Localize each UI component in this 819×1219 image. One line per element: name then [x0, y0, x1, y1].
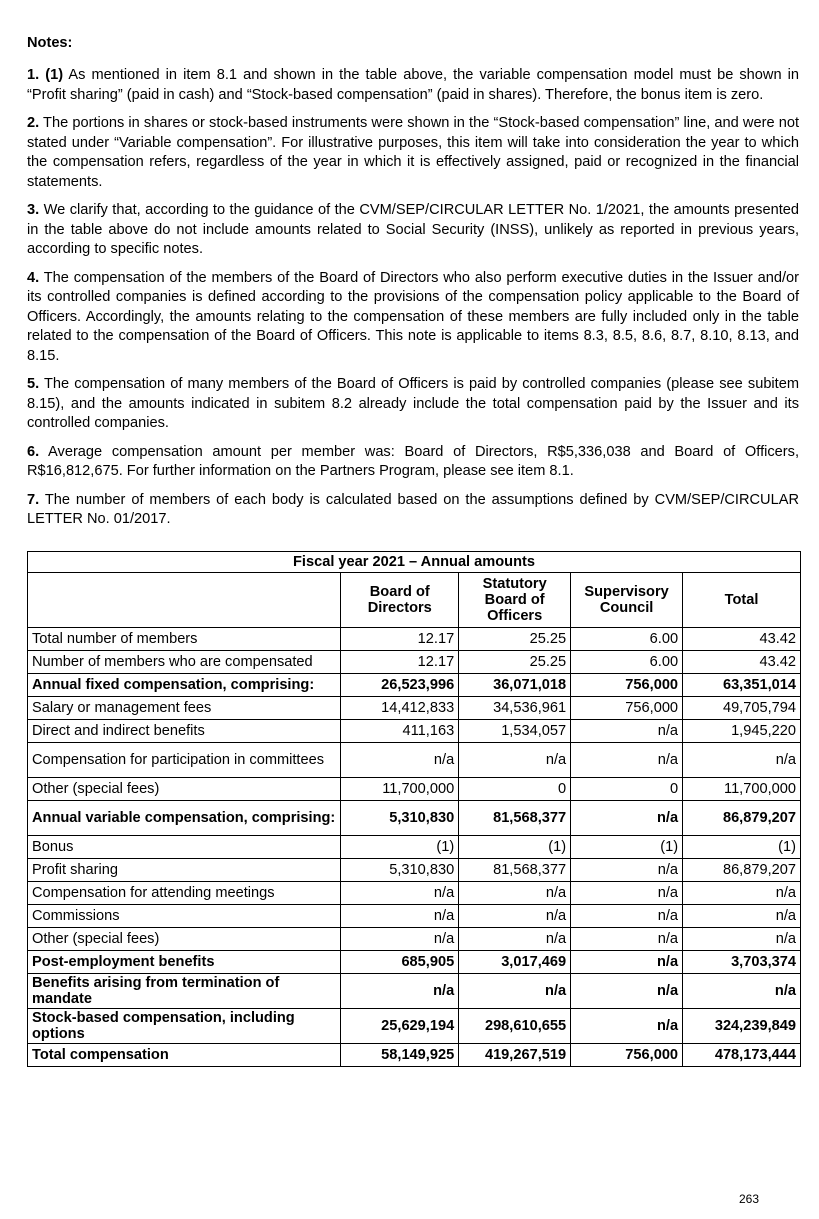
cell-value: 3,703,374	[683, 951, 801, 974]
cell-value: n/a	[571, 801, 683, 836]
table-row	[28, 836, 801, 859]
table-title-row	[28, 552, 801, 573]
row-label: Stock-based compensation, including options	[28, 1009, 341, 1044]
cell-value: n/a	[459, 743, 571, 778]
cell-value: (1)	[683, 836, 801, 859]
note-number: 3.	[27, 202, 40, 218]
cell-value: 25.25	[459, 628, 571, 651]
row-label: Post-employment benefits	[28, 951, 341, 974]
row-label: Number of members who are compensated	[28, 651, 341, 674]
cell-value: 3,017,469	[459, 951, 571, 974]
row-label: Total number of members	[28, 628, 341, 651]
cell-value: n/a	[341, 974, 459, 1009]
row-label: Profit sharing	[28, 859, 341, 882]
note-text: Average compensation amount per member was: Board of Directors, R$5,336,038 and Board of Officers, R$16,812,675. For further information on the Partners Program, please see item 8.1.	[27, 443, 799, 479]
cell-value: n/a	[571, 859, 683, 882]
cell-value: n/a	[341, 743, 459, 778]
cell-value: 1,534,057	[459, 720, 571, 743]
cell-value: n/a	[459, 882, 571, 905]
cell-value: 86,879,207	[683, 801, 801, 836]
cell-value: n/a	[571, 743, 683, 778]
cell-value: 86,879,207	[683, 859, 801, 882]
table-row	[28, 974, 801, 1009]
notes-title: Notes:	[27, 35, 73, 51]
cell-value: 81,568,377	[459, 859, 571, 882]
note-number: 5.	[27, 376, 40, 392]
table-title: Fiscal year 2021 – Annual amounts	[28, 552, 801, 573]
cell-value: 324,239,849	[683, 1009, 801, 1044]
cell-value: 11,700,000	[341, 778, 459, 801]
row-label: Direct and indirect benefits	[28, 720, 341, 743]
cell-value: 419,267,519	[459, 1044, 571, 1067]
cell-value: 12.17	[341, 628, 459, 651]
cell-value: 6.00	[571, 628, 683, 651]
note-number: 7.	[27, 491, 40, 508]
cell-value: 63,351,014	[683, 674, 801, 697]
cell-value: 49,705,794	[683, 697, 801, 720]
cell-value: 5,310,830	[341, 801, 459, 836]
cell-value: n/a	[571, 882, 683, 905]
cell-value: n/a	[683, 743, 801, 778]
cell-value: n/a	[341, 905, 459, 928]
table-row	[28, 1009, 801, 1044]
cell-value: 58,149,925	[341, 1044, 459, 1067]
row-label: Compensation for participation in committees	[28, 743, 341, 778]
row-label: Other (special fees)	[28, 778, 341, 801]
table-row	[28, 801, 801, 836]
row-label: Compensation for attending meetings	[28, 882, 341, 905]
cell-value: n/a	[683, 882, 801, 905]
cell-value: 478,173,444	[683, 1044, 801, 1067]
note-1	[27, 66, 799, 105]
note-number: 2.	[27, 115, 40, 131]
cell-value: (1)	[571, 836, 683, 859]
table-row	[28, 928, 801, 951]
cell-value: n/a	[571, 905, 683, 928]
note-text: As mentioned in item 8.1 and shown in the table above, the variable compensation model must be shown in “Profit sharing” (paid in cash) and “Stock-based compensation” (paid in shares). Therefore, the bonus item is zero.	[27, 67, 799, 103]
cell-value: 36,071,018	[459, 674, 571, 697]
cell-value: 25.25	[459, 651, 571, 674]
cell-value: n/a	[341, 882, 459, 905]
cell-value: 411,163	[341, 720, 459, 743]
table-row	[28, 905, 801, 928]
cell-value: 298,610,655	[459, 1009, 571, 1044]
row-label: Bonus	[28, 836, 341, 859]
row-label: Salary or management fees	[28, 697, 341, 720]
cell-value: 34,536,961	[459, 697, 571, 720]
table-row	[28, 674, 801, 697]
note-number: 6.	[27, 443, 40, 460]
row-label: Total compensation	[28, 1044, 341, 1067]
note-text: The number of members of each body is calculated based on the assumptions defined by CVM/SEP/CIRCULAR LETTER No. 01/2017.	[27, 491, 799, 527]
column-header: Board of Directors	[341, 573, 459, 628]
column-header: Supervisory Council	[571, 573, 683, 628]
row-label: Other (special fees)	[28, 928, 341, 951]
table-row	[28, 778, 801, 801]
cell-value: n/a	[459, 974, 571, 1009]
note-7	[27, 491, 799, 530]
cell-value: 756,000	[571, 1044, 683, 1067]
note-number: 4.	[27, 269, 40, 286]
column-header: Total	[683, 573, 801, 628]
table-row	[28, 859, 801, 882]
cell-value: 5,310,830	[341, 859, 459, 882]
note-text: The compensation of the members of the Board of Directors who also perform executive duties in the Issuer and/or its controlled companies is defined according to the provisions of the compensation policy applicable to the Board of Officers. Accordingly, the amounts relating to the compensation of these members are fully included only in the table related to the compensation of the Board of Officers. This note is applicable to items 8.3, 8.5, 8.6, 8.7, 8.10, 8.13, and 8.15.	[27, 269, 799, 364]
page-number: 263	[739, 1192, 760, 1206]
cell-value: 6.00	[571, 651, 683, 674]
column-header	[28, 573, 341, 628]
table-row	[28, 743, 801, 778]
cell-value: n/a	[683, 928, 801, 951]
cell-value: 0	[459, 778, 571, 801]
notes-section	[27, 34, 799, 539]
row-label: Annual variable compensation, comprising:	[28, 801, 341, 836]
cell-value: n/a	[459, 928, 571, 951]
cell-value: 81,568,377	[459, 801, 571, 836]
note-number: 1. (1)	[27, 67, 64, 83]
cell-value: (1)	[341, 836, 459, 859]
row-label: Annual fixed compensation, comprising:	[28, 674, 341, 697]
cell-value: 1,945,220	[683, 720, 801, 743]
cell-value: n/a	[571, 1009, 683, 1044]
cell-value: 26,523,996	[341, 674, 459, 697]
table-row	[28, 697, 801, 720]
column-header: Statutory Board of Officers	[459, 573, 571, 628]
cell-value: 756,000	[571, 674, 683, 697]
cell-value: 43.42	[683, 651, 801, 674]
note-3	[27, 201, 799, 260]
cell-value: n/a	[571, 720, 683, 743]
cell-value: n/a	[341, 928, 459, 951]
row-label: Commissions	[28, 905, 341, 928]
cell-value: n/a	[571, 951, 683, 974]
table-row	[28, 1044, 801, 1067]
cell-value: 43.42	[683, 628, 801, 651]
cell-value: 11,700,000	[683, 778, 801, 801]
cell-value: 14,412,833	[341, 697, 459, 720]
cell-value: 25,629,194	[341, 1009, 459, 1044]
note-2	[27, 114, 799, 192]
cell-value: n/a	[571, 974, 683, 1009]
table-row	[28, 628, 801, 651]
compensation-table	[27, 551, 801, 1067]
note-text: The compensation of many members of the Board of Officers is paid by controlled companies (please see subitem 8.15), and the amounts indicated in subitem 8.2 already include the total compensation paid by the Issuer and its controlled companies.	[27, 376, 799, 431]
cell-value: 756,000	[571, 697, 683, 720]
note-4	[27, 269, 799, 367]
table-header-row	[28, 573, 801, 628]
note-6	[27, 443, 799, 482]
cell-value: n/a	[683, 905, 801, 928]
cell-value: 0	[571, 778, 683, 801]
table-row	[28, 951, 801, 974]
note-5	[27, 375, 799, 434]
cell-value: n/a	[459, 905, 571, 928]
table-row	[28, 651, 801, 674]
cell-value: 685,905	[341, 951, 459, 974]
note-text: The portions in shares or stock-based instruments were shown in the “Stock-based compensation” line, and were not stated under “Variable compensation”. For illustrative purposes, this item will take into consideration the year to which the compensation refers, regardless of the year in which it is effectively assigned, paid or recognized in the financial statements.	[27, 115, 799, 190]
cell-value: n/a	[571, 928, 683, 951]
row-label: Benefits arising from termination of mandate	[28, 974, 341, 1009]
table-row	[28, 720, 801, 743]
cell-value: n/a	[683, 974, 801, 1009]
cell-value: 12.17	[341, 651, 459, 674]
cell-value: (1)	[459, 836, 571, 859]
note-text: We clarify that, according to the guidance of the CVM/SEP/CIRCULAR LETTER No. 1/2021, the amounts presented in the table above do not include amounts related to Social Security (INSS), unlikely as reported in previous years, according to specific notes.	[27, 202, 799, 257]
table-row	[28, 882, 801, 905]
